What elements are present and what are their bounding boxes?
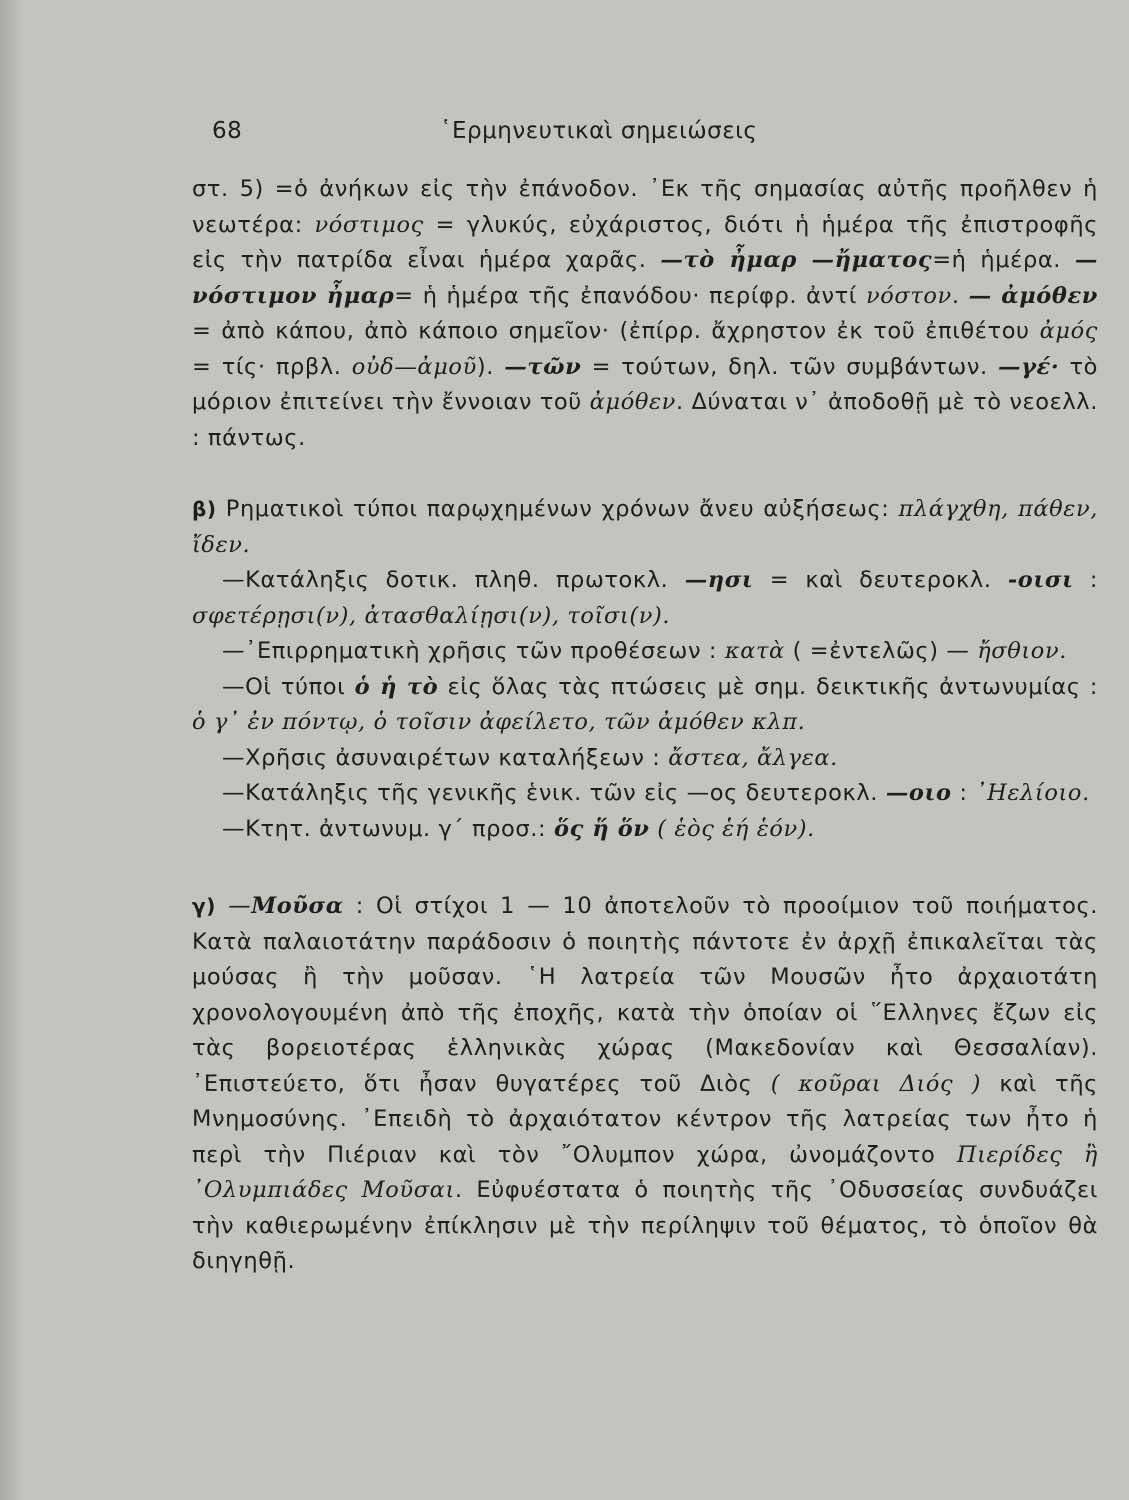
- italic-term: Πιερίδες ἢ ᾽Ολυμπιάδες Μοῦσαι: [192, 1141, 1098, 1203]
- italic-term: ᾽Ηελίοιο.: [975, 780, 1090, 806]
- text: εἰς ὅλας τὰς πτώσεις μὲ σημ. δεικτικῆς ἀντωνυμίας :: [438, 673, 1098, 700]
- bold-term: —γέ·: [997, 353, 1060, 380]
- italic-term: ( κοῦραι Διός ): [770, 1070, 981, 1097]
- text: : Οἱ στίχοι 1 — 10 ἀποτελοῦν τὸ προοίμιον τοῦ ποιήματος. Κατὰ παλαιοτάτην παράδοσιν ὁ ποιητὴς πάντοτε ἐν ἀρχῇ ἐπικαλεῖται τὰς μούσας ἢ τὴν μοῦσαν. ῾Η λατρεία τῶν Μουσῶν ἦτο ἀρχαιοτάτη χρονολογουμένη ἀπὸ τῆς ἐποχῆς, κατὰ τὴν ὁποίαν οἱ ῞Ελληνες ἔζων εἰς τὰς βορειοτέρας ἑλληνικὰς χώρας (Μακεδονίαν καὶ Θεσσαλίαν). ᾽Επιστεύετο, ὅτι ἦσαν θυγατέρες τοῦ Διὸς: [192, 893, 1098, 1097]
- text: :: [1073, 567, 1098, 593]
- bold-term: -οισι: [1007, 567, 1074, 593]
- paragraph-section-gamma: [192, 889, 1098, 1280]
- text: ).: [476, 353, 505, 380]
- bold-term: ὅς ἥ ὅν: [553, 815, 650, 842]
- bold-term: ὁ ἡ τὸ: [354, 673, 439, 700]
- text: —Κτητ. ἀντωνυμ. γ´ προσ.:: [222, 815, 554, 842]
- bold-term: —τὸ ἦμαρ —ἤματος: [660, 247, 933, 273]
- paragraph-genitive-ending: [192, 776, 1098, 812]
- text: = τούτων, δηλ. τῶν συμβάντων.: [581, 353, 998, 380]
- italic-term: ἤσθιον.: [977, 638, 1067, 664]
- text: —Χρῆσις ἀσυναιρέτων καταλήξεων :: [222, 744, 669, 771]
- text: . Εὐφυέστατα ὁ ποιητὴς τῆς ᾽Οδυσσείας συνδυάζει τὴν καθιερωμένην ἐπίκλησιν μὲ τὴν περίληψιν τοῦ θέματος, τὸ ὁποῖον θὰ διηγηθῇ.: [192, 1177, 1098, 1274]
- italic-term: ὁ γ᾽ ἐν πόντῳ, ὁ τοῖσιν ἀφείλετο, τῶν ἀμόθεν κλπ.: [192, 709, 806, 735]
- text: —Κατάληξις δοτικ. πληθ. πρωτοκλ.: [222, 567, 685, 593]
- section-label: γ): [192, 894, 216, 918]
- text: —: [215, 893, 252, 919]
- text: καὶ τῆς Μνημοσύνης. ᾽Επειδὴ τὸ ἀρχαιότατον κέντρον τῆς λατρείας των ἦτο ἡ περὶ τὴν Πιέριαν καὶ τὸν ῎Ολυμπον χώρα, ὠνομάζοντο: [192, 1070, 1098, 1168]
- text: στ. 5) =ὁ ἀνήκων εἰς τὴν ἐπάνοδον. ᾽Εκ τῆς σημασίας αὐτῆς προῆλθεν ἡ νεωτέρα:: [192, 176, 1098, 238]
- paragraph-section-beta: [192, 492, 1098, 563]
- text: = τίς· πρβλ.: [192, 353, 352, 380]
- italic-term: ἀμός: [1039, 318, 1098, 344]
- running-title: ῾Ερμηνευτικαὶ σημειώσεις: [440, 118, 758, 144]
- text: = ἡ ἡμέρα τῆς ἐπανόδου· περίφρ. ἀντί: [394, 282, 866, 309]
- text: . Δύναται ν᾽ ἀποδοθῇ μὲ τὸ νεοελλ. : πάντως.: [192, 389, 1098, 451]
- paragraph-uncontracted: [192, 741, 1098, 777]
- paragraph-adverbial-use: [192, 634, 1098, 670]
- italic-term: νόστον: [865, 282, 952, 309]
- text: —Κατάληξις τῆς γενικῆς ἑνικ. τῶν εἰς —ος δευτεροκλ.: [222, 780, 886, 806]
- paragraph-dative-ending: [192, 563, 1098, 634]
- page-body: [192, 172, 1098, 1280]
- italic-term: ( ἑὸς ἑή ἑόν).: [649, 815, 815, 842]
- page-number: 68: [212, 118, 243, 144]
- italic-term: ἀμόθεν: [589, 389, 676, 415]
- section-label: β): [192, 497, 217, 521]
- text: :: [951, 780, 976, 806]
- paragraph-article-forms: [192, 670, 1098, 741]
- italic-term: πλάγχθη, πάθεν, ἴδεν.: [192, 496, 1098, 558]
- paragraph-line-5-notes: [192, 172, 1098, 456]
- text: = καὶ δευτεροκλ.: [753, 567, 1008, 593]
- text: = ἀπὸ κάπου, ἀπὸ κάποιο σημεῖον· (ἐπίρρ. ἄχρηστον ἐκ τοῦ ἐπιθέτου: [192, 318, 1040, 344]
- bold-term: —οιο: [885, 780, 952, 806]
- text: = γλυκύς, εὐχάριστος, διότι ἡ ἡμέρα τῆς ἐπιστροφῆς εἰς τὴν πατρίδα εἶναι ἡμέρα χαρᾶς.: [192, 211, 1098, 273]
- bold-term: Μοῦσα: [251, 893, 344, 919]
- italic-term: κατὰ: [724, 638, 785, 664]
- italic-term: νόστιμος: [314, 211, 424, 238]
- text: .: [951, 282, 969, 309]
- italic-term: ἄστεα, ἄλγεα.: [668, 744, 838, 771]
- bold-term: — ἀμόθεν: [968, 282, 1098, 309]
- bold-term: —τῶν: [504, 353, 582, 380]
- spacer: [192, 847, 1098, 889]
- text: =ἡ ἡμέρα.: [932, 247, 1075, 273]
- text: —᾽Επιρρηματικὴ χρῆσις τῶν προθέσεων :: [222, 638, 725, 664]
- text: Ρηματικοὶ τύποι παρῳχημένων χρόνων ἄνευ αὐξήσεως:: [216, 496, 899, 522]
- bold-term: —νόστιμον ἦμαρ: [192, 247, 1098, 309]
- spacer: [192, 456, 1098, 492]
- paragraph-possessive: [192, 812, 1098, 848]
- italic-term: οὐδ—ἀμοῦ: [351, 353, 477, 380]
- italic-term: σφετέρῃσι(ν), ἀτασθαλίῃσι(ν), τοῖσι(ν).: [192, 602, 671, 629]
- text: ( =ἐντελῶς) —: [784, 638, 978, 664]
- bold-term: —ησι: [684, 567, 754, 593]
- text: τὸ μόριον ἐπιτείνει τὴν ἔννοιαν τοῦ: [192, 353, 1099, 415]
- text: —Οἱ τύποι: [222, 673, 355, 700]
